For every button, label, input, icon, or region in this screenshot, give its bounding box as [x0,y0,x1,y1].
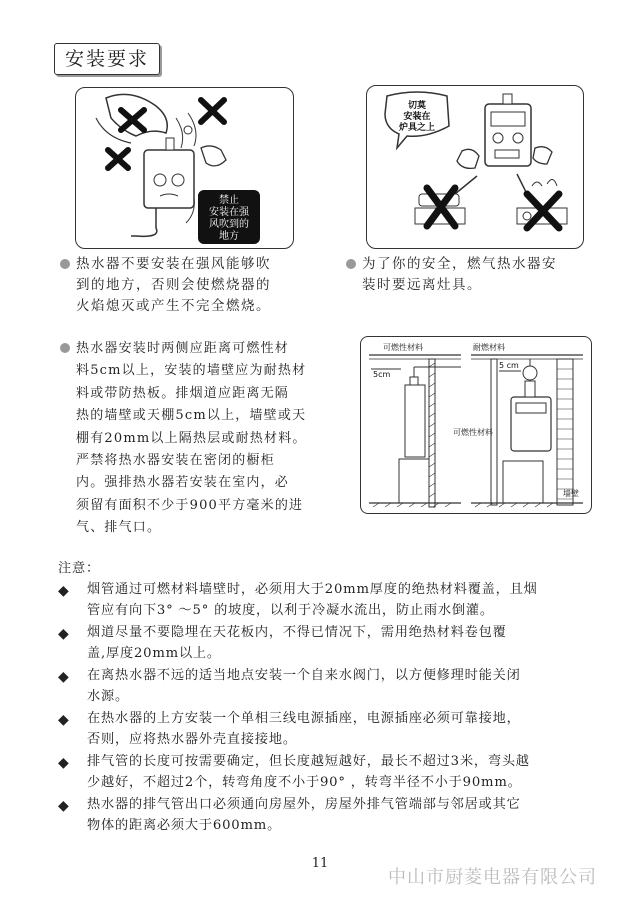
paragraph-stove [346,254,606,296]
label-combustible-material-2: 可燃性材料 [453,428,493,437]
stove-illustration-drawing [367,86,583,248]
note-line: 排气管的长度可按需要确定，但长度越短越好，最长不超过3米，弯头越 [87,754,530,769]
note-item [58,665,598,707]
paragraph-clearance-line: 内。强排热水器若安装在室内，必 [76,475,290,491]
note-line: 盖,厚度20mm以上。 [87,646,221,661]
paragraph-wind-line: 火焰熄灭或产生不完全燃烧。 [76,298,271,314]
paragraph-clearance-line: 须留有面积不少于900平方毫米的进 [76,497,304,513]
dimension-5cm-left: 5cm [373,370,391,379]
paragraph-clearance-line: 料或带防热板。排烟道应距离无隔 [76,385,290,401]
illustration-wind [75,87,294,249]
diamond-bullet-icon: ◆ [58,626,70,642]
note-line: 否则，应将热水器外壳直接接地。 [87,732,297,747]
paragraph-clearance [60,338,345,540]
note-item [58,708,598,750]
paragraph-stove-line: 为了你的安全，燃气热水器安 [362,256,557,272]
section-title: 安装要求 [54,43,160,75]
label-wall: 墙壁 [563,489,579,498]
illustration-clearance [360,336,592,514]
bullet-dot-icon [60,343,70,353]
stove-caption-line-1: 切莫 [407,101,427,111]
paragraph-wind-line: 热水器不要安装在强风能够吹 [76,256,271,272]
wind-caption-line-4: 地方 [219,231,239,242]
diamond-bullet-icon: ◆ [58,712,70,728]
page-number: 11 [311,856,329,871]
prohibited-mark-2 [201,100,224,122]
note-line: 物体的距离必须大于600mm。 [87,818,282,833]
note-line: 热水器的排气管出口必须通向房屋外，房屋外排气管端部与邻居或其它 [87,797,521,812]
label-combustible-material: 可燃性材料 [383,343,423,352]
wind-caption-line-1: 禁止 [219,195,239,206]
wind-illustration-drawing [76,88,293,248]
note-item [58,579,598,621]
diamond-bullet-icon: ◆ [58,669,70,685]
stove-caption-line-3: 炉具之上 [398,123,436,133]
note-line: 在离热水器不远的适当地点安装一个自来水阀门，以方便修理时能关闭 [87,668,521,683]
note-line: 少越好，不超过2个，转弯角度不小于90° ，转弯半径不小于90mm。 [87,775,522,790]
paragraph-wind-line: 到的地方，否则会使燃烧器的 [76,277,271,293]
paragraph-wind [60,254,320,317]
note-item [58,751,598,793]
note-line: 管应有向下3° ～5° 的坡度，以利于冷凝水流出，防止雨水倒灌。 [87,603,494,618]
paragraph-clearance-line: 料5cm以上，安装的墙壁应为耐热材 [76,363,307,379]
paragraph-clearance-line: 严禁将热水器安装在密闭的橱柜 [76,453,275,469]
illustration-stove [366,85,584,249]
bullet-dot-icon [60,259,70,269]
note-line: 烟道尽量不要隐埋在天花板内，不得已情况下，需用绝热材料卷包覆 [87,625,507,640]
wind-caption-line-2: 安装在强 [209,207,249,218]
footer-watermark: 中山市厨菱电器有限公司 [388,867,597,888]
note-item [58,622,598,664]
dimension-5cm-right: 5 cm [499,361,519,370]
label-fireproof-material: 耐燃材料 [473,343,505,352]
paragraph-stove-line: 装时要远离灶具。 [362,277,482,293]
paragraph-clearance-line: 热水器安装时两侧应距离可燃性材 [76,341,290,356]
prohibited-mark-1 [121,110,144,130]
bullet-dot-icon [346,259,356,269]
wind-caption-line-3: 风吹到的 [209,219,249,230]
notes-section [58,558,598,837]
notes-heading: 注意： [58,561,100,576]
diamond-bullet-icon: ◆ [58,755,70,771]
clearance-diagram-drawing [361,337,591,513]
prohibited-mark-3 [108,150,128,168]
paragraph-clearance-line: 气、排气口。 [76,520,162,536]
diamond-bullet-icon: ◆ [58,583,70,599]
note-line: 水源。 [87,689,129,704]
note-line: 在热水器的上方安装一个单相三线电源插座，电源插座必须可靠接地， [87,711,521,726]
note-line: 烟管通过可燃材料墙壁时，必须用大于20mm厚度的绝热材料覆盖，且烟 [87,582,538,597]
diamond-bullet-icon: ◆ [58,798,70,814]
paragraph-clearance-line: 棚有20mm以上隔热层或耐热材料。 [76,430,307,446]
note-item [58,794,598,836]
paragraph-clearance-line: 热的墙壁或天棚5cm以上，墙壁或天 [76,408,307,424]
stove-caption-line-2: 安装在 [403,112,431,122]
